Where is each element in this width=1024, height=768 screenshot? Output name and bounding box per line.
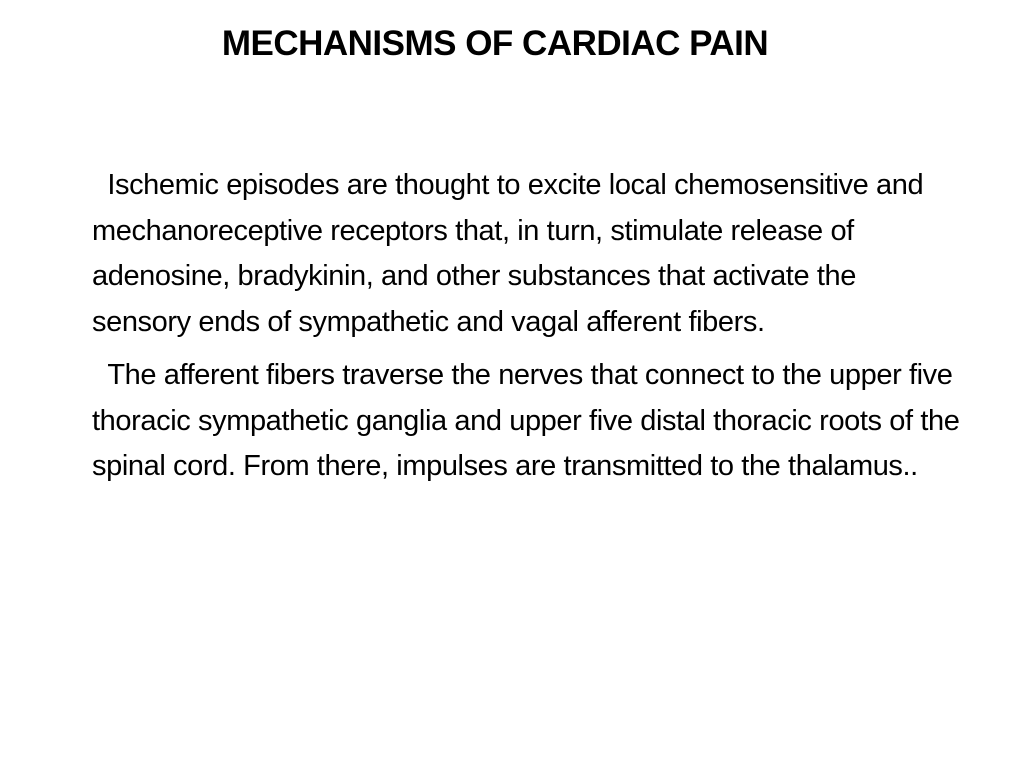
slide-title: MECHANISMS OF CARDIAC PAIN (221, 24, 769, 63)
paragraph-afferent-fibers: The afferent fibers traverse the nerves that connect to the upper five thoracic sympathetic ganglia and upper five distal thoracic roots of the spinal cord. From there, impulses are transmitted to the thalamus.. (92, 359, 968, 482)
paragraph-ischemic-episodes: Ischemic episodes are thought to excite local chemosensitive and mechanoreceptive receptors that, in turn, stimulate release of adenosine, bradykinin, and other substances that activate the sensory ends of sympathetic and vagal afferent fibers. (92, 169, 931, 338)
slide-body (92, 163, 968, 498)
